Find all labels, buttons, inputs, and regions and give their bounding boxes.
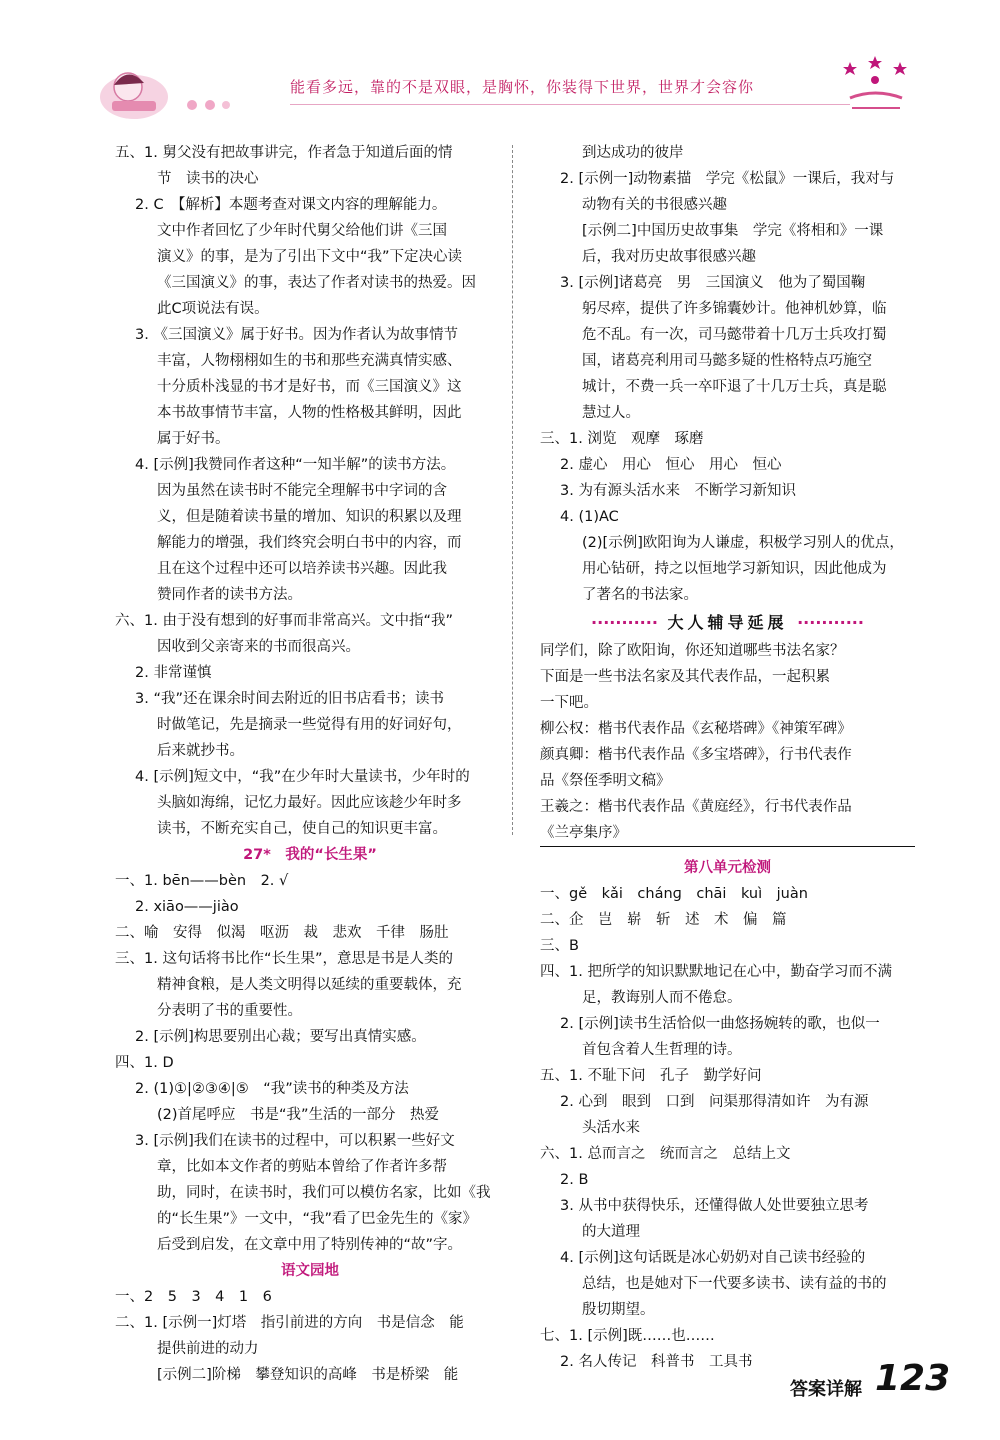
answer-line: 足，教诲别人而不倦怠。: [582, 990, 742, 1006]
callout-line: 下面是一些书法名家及其代表作品，一起积累: [540, 669, 830, 685]
answer-line: 一、gě kǎi chánɡ chāi kuì juàn: [540, 886, 808, 902]
answer-line: 五、1. 舅父没有把故事讲完，作者急于知道后面的情: [115, 145, 453, 161]
answer-line: 到达成功的彼岸: [582, 145, 684, 161]
answer-line: 头脑如海绵，记忆力最好。因此应该趁少年时多: [157, 795, 462, 811]
answer-line: 三、1. 这句话将书比作“长生果”，意思是书是人类的: [115, 951, 453, 967]
answer-line: 二、企 岂 崭 斩 述 术 偏 篇: [540, 912, 787, 928]
answer-line: 且在这个过程中还可以培养读书兴趣。因此我: [157, 561, 447, 577]
answer-line: 2. [示例]构思要别出心裁；要写出真情实感。: [135, 1029, 426, 1045]
answer-line: 三、1. 浏览 观摩 琢磨: [540, 431, 704, 447]
footer-label: 答案详解: [790, 1379, 862, 1400]
callout-line: 王羲之：楷书代表作品《黄庭经》，行书代表作品: [540, 799, 852, 815]
answer-line: 七、1. [示例]既……也……: [540, 1328, 715, 1344]
section-heading: 27* 我的“长生果”: [243, 847, 377, 863]
answer-line: 4. [示例]这句话既是冰心奶奶对自己读书经验的: [560, 1250, 866, 1266]
brand-logo-icon: [830, 50, 920, 120]
answer-line: 总结，也是她对下一代要多读书、读有益的书的: [582, 1276, 887, 1292]
answer-line: 赞同作者的读书方法。: [157, 587, 302, 603]
answer-line: 六、1. 由于没有想到的好事而非常高兴。文中指“我”: [115, 613, 453, 629]
answer-line: 六、1. 总而言之 统而言之 总结上文: [540, 1146, 791, 1162]
answer-line: 3. “我”还在课余时间去附近的旧书店看书；读书: [135, 691, 444, 707]
answer-line: 后来就抄书。: [157, 743, 244, 759]
answer-line: 义，但是随着读书量的增加、知识的积累以及理: [157, 509, 462, 525]
answer-line: 时做笔记，先是摘录一些觉得有用的好词好句，: [157, 717, 462, 733]
answer-line: 本书故事情节丰富，人物的性格极其鲜明，因此: [157, 405, 462, 421]
page-number: 123: [875, 1358, 951, 1399]
answer-line: 2. [示例]读书生活恰似一曲悠扬婉转的歌，也似一: [560, 1016, 880, 1032]
answer-line: 四、1. 把所学的知识默默地记在心中，勤奋学习而不满: [540, 964, 892, 980]
answer-line: 节 读书的决心: [157, 171, 259, 187]
answer-line: 分表明了书的重要性。: [157, 1003, 302, 1019]
answer-line: 4. [示例]短文中，“我”在少年时大量读书，少年时的: [135, 769, 470, 785]
answer-line: 3. [示例]诸葛亮 男 三国演义 他为了蜀国鞠: [560, 275, 866, 291]
page-footer: [790, 1350, 990, 1430]
answer-line: 4. [示例]我赞同作者这种“一知半解”的读书方法。: [135, 457, 456, 473]
header-slogan: 能看多远，靠的不是双眼，是胸怀，你装得下世界，世界才会容你: [290, 78, 755, 96]
answer-line: 的“长生果”》一文中，“我”看了巴金先生的《家》: [157, 1211, 478, 1227]
answer-line: 因为虽然在读书时不能完全理解书中字词的含: [157, 483, 447, 499]
answer-line: 2. 非常谨慎: [135, 665, 212, 681]
callout-line: 一下吧。: [540, 695, 598, 711]
tutor-extension-title: ··········· 大人辅导延展 ···········: [591, 613, 864, 632]
answer-line: 三、B: [540, 938, 579, 954]
answer-line: 二、喻 安得 似渴 呕沥 裁 悲欢 千律 肠肚: [115, 925, 449, 941]
answer-line: 殷切期望。: [582, 1302, 655, 1318]
callout-line: 柳公权：楷书代表作品《玄秘塔碑》《神策军碑》: [540, 721, 852, 737]
answer-line: 2. [示例一]动物素描 学完《松鼠》一课后，我对与: [560, 171, 895, 187]
answer-line: 因收到父亲寄来的书而很高兴。: [157, 639, 360, 655]
answer-line: 3. 《三国演义》属于好书。因为作者认为故事情节: [135, 327, 458, 343]
answer-line: 头活水来: [582, 1120, 640, 1136]
answer-line: 2. C 【解析】本题考查对课文内容的理解能力。: [135, 197, 447, 213]
answer-line: 提供前进的动力: [157, 1341, 259, 1357]
answer-line: 丰富，人物栩栩如生的书和那些充满真情实感、: [157, 353, 462, 369]
answer-line: 2. 名人传记 科普书 工具书: [560, 1354, 753, 1370]
answer-line: 此C项说法有误。: [157, 301, 269, 317]
answer-line: 后受到启发，在文章中用了特别传神的“故”字。: [157, 1237, 463, 1253]
answer-line: 3. [示例]我们在读书的过程中，可以积累一些好文: [135, 1133, 455, 1149]
answer-line: 首包含着人生哲理的诗。: [582, 1042, 742, 1058]
answer-line: 用心钻研，持之以恒地学习新知识，因此他成为: [582, 561, 887, 577]
tutor-extension-body: [540, 638, 915, 846]
answer-line: 城计，不费一兵一卒吓退了十几万士兵，真是聪: [582, 379, 887, 395]
answer-line: 助，同时，在读书时，我们可以模仿名家，比如《我: [157, 1185, 491, 1201]
left-column: [115, 140, 505, 1388]
answer-line: 2. 心到 眼到 口到 问渠那得清如许 为有源: [560, 1094, 869, 1110]
answer-line: 后，我对历史故事很感兴趣: [582, 249, 756, 265]
page-header: [0, 0, 1000, 125]
tutor-extension-box: [540, 608, 915, 847]
answer-line: 3. 从书中获得快乐，还懂得做人处世要独立思考: [560, 1198, 869, 1214]
answer-line: 解能力的增强，我们终究会明白书中的内容，而: [157, 535, 462, 551]
answer-line: 2. B: [560, 1172, 589, 1188]
answer-line: 4. (1)AC: [560, 509, 619, 525]
answer-line: 文中作者回忆了少年时代舅父给他们讲《三国: [157, 223, 447, 239]
answer-line: 2. xiāo——jiào: [135, 899, 239, 915]
answer-line: 十分质朴浅显的书才是好书，而《三国演义》这: [157, 379, 462, 395]
answer-line: 一、2 5 3 4 1 6: [115, 1289, 272, 1305]
answer-line: 慧过人。: [582, 405, 640, 421]
answer-line: 了著名的书法家。: [582, 587, 698, 603]
answer-line: [示例二]中国历史故事集 学完《将相和》一课: [582, 223, 884, 239]
answer-line: 演义》的事，是为了引出下文中“我”下定决心读: [157, 249, 463, 265]
answer-line: 二、1. [示例一]灯塔 指引前进的方向 书是信念 能: [115, 1315, 464, 1331]
answer-line: 一、1. bēn——bèn 2. √: [115, 873, 289, 889]
answer-line: (2)首尾呼应 书是“我”生活的一部分 热爱: [157, 1107, 440, 1123]
answer-line: 章，比如本文作者的剪贴本曾给了作者许多帮: [157, 1159, 447, 1175]
section-heading: 第八单元检测: [684, 860, 771, 876]
callout-line: 同学们，除了欧阳询，你还知道哪些书法名家？: [540, 643, 845, 659]
answer-line: 危不乱。有一次，司马懿带着十几万士兵攻打蜀: [582, 327, 887, 343]
answer-line: 动物有关的书很感兴趣: [582, 197, 727, 213]
answer-line: 四、1. D: [115, 1055, 174, 1071]
answer-line: 2. (1)①|②③④|⑤ “我”读书的种类及方法: [135, 1081, 409, 1097]
answer-line: (2)[示例]欧阳询为人谦虚，积极学习别人的优点，: [582, 535, 904, 551]
answer-line: 躬尽瘁，提供了许多锦囊妙计。他神机妙算，临: [582, 301, 887, 317]
right-column: [540, 140, 915, 1375]
answer-line: 3. 为有源头活水来 不断学习新知识: [560, 483, 796, 499]
answer-line: 的大道理: [582, 1224, 640, 1240]
answer-line: 属于好书。: [157, 431, 230, 447]
callout-line: 品《祭侄季明文稿》: [540, 773, 671, 789]
answer-line: 五、1. 不耻下问 孔子 勤学好问: [540, 1068, 762, 1084]
answer-line: 《三国演义》的事，表达了作者对读书的热爱。因: [157, 275, 476, 291]
answer-line: 2. 虚心 用心 恒心 用心 恒心: [560, 457, 782, 473]
answer-line: 精神食粮，是人类文明得以延续的重要载体，充: [157, 977, 462, 993]
girl-reading-illustration-icon: [92, 55, 242, 125]
answer-line: 读书，不断充实自己，使自己的知识更丰富。: [157, 821, 447, 837]
answer-line: 国，诸葛亮利用司马懿多疑的性格特点巧施空: [582, 353, 872, 369]
answer-line: [示例二]阶梯 攀登知识的高峰 书是桥梁 能: [157, 1367, 459, 1383]
header-rule: [290, 104, 850, 105]
section-heading: 语文园地: [281, 1263, 339, 1279]
callout-line: 《兰亭集序》: [540, 825, 627, 841]
column-divider: [512, 145, 513, 835]
right-column-bottom: [540, 855, 915, 1375]
right-column-top: [540, 140, 915, 608]
callout-line: 颜真卿：楷书代表作品《多宝塔碑》，行书代表作: [540, 747, 852, 763]
